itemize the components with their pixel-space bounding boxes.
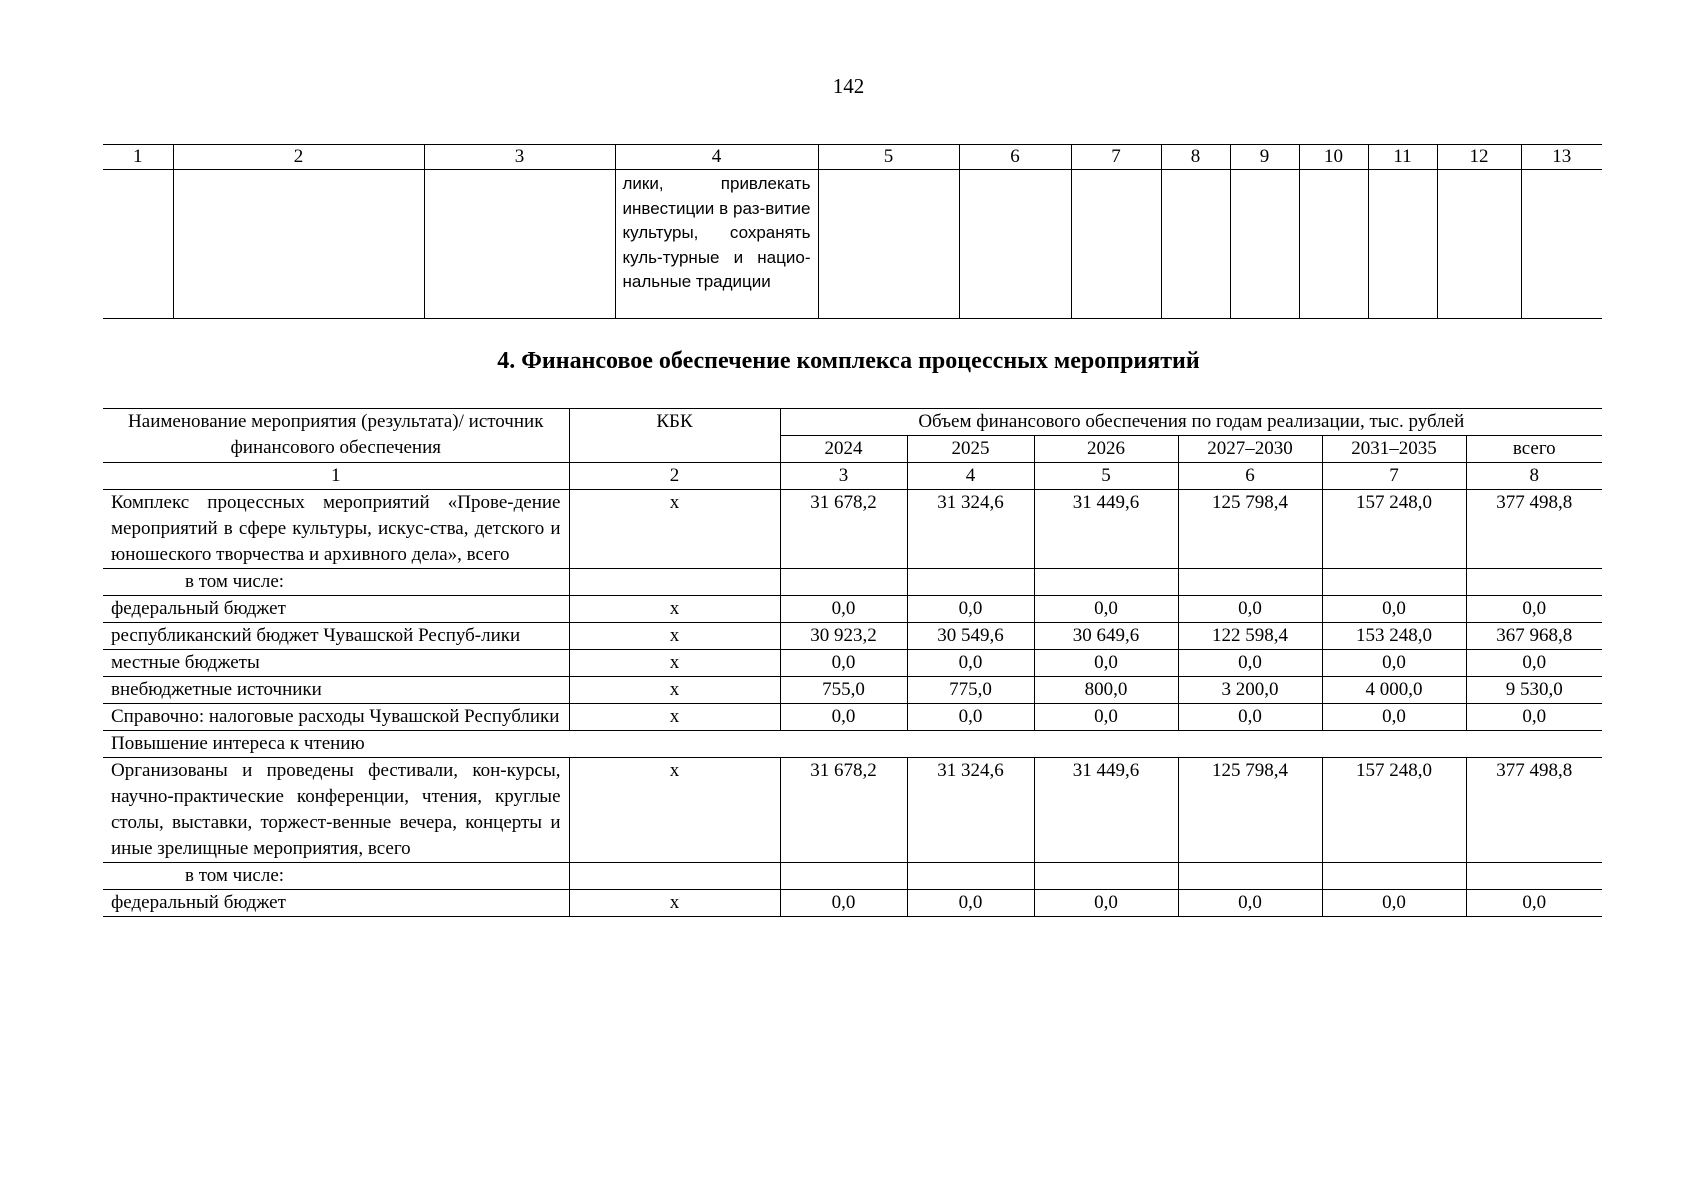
section-title: 4. Финансовое обеспечение комплекса процессных мероприятий — [497, 348, 1200, 374]
row-value: 755,0 — [780, 677, 907, 704]
column-number: 8 — [1466, 463, 1602, 490]
column-number: 3 — [424, 145, 615, 170]
row-value: 0,0 — [1466, 650, 1602, 677]
continuation-table — [103, 144, 1602, 319]
row-value: 0,0 — [1322, 890, 1466, 917]
finance-table — [103, 408, 1602, 917]
column-number: 5 — [1034, 463, 1178, 490]
row-value — [907, 569, 1034, 596]
row-value: 3 200,0 — [1178, 677, 1322, 704]
table-row — [103, 569, 1602, 596]
row-value: 0,0 — [780, 596, 907, 623]
row-kbk — [569, 569, 780, 596]
column-number: 2 — [569, 463, 780, 490]
column-number: 1 — [103, 463, 569, 490]
page-number: 142 — [832, 74, 865, 98]
row-value: 0,0 — [1034, 704, 1178, 731]
row-value: 153 248,0 — [1322, 623, 1466, 650]
row-value: 0,0 — [907, 704, 1034, 731]
row-value: 122 598,4 — [1178, 623, 1322, 650]
row-value: 0,0 — [1034, 890, 1178, 917]
row-value: 31 324,6 — [907, 490, 1034, 569]
row-value: 31 449,6 — [1034, 490, 1178, 569]
column-number: 3 — [780, 463, 907, 490]
row-name: республиканский бюджет Чувашской Респуб-лики — [103, 623, 569, 650]
row-value: 0,0 — [1466, 890, 1602, 917]
row-value: 0,0 — [1178, 596, 1322, 623]
row-value: 30 549,6 — [907, 623, 1034, 650]
column-number: 1 — [103, 145, 173, 170]
row-value: 0,0 — [780, 650, 907, 677]
table-row — [103, 596, 1602, 623]
row-value: 0,0 — [1322, 596, 1466, 623]
row-value: 9 530,0 — [1466, 677, 1602, 704]
row-value: 30 649,6 — [1034, 623, 1178, 650]
row-value: 31 324,6 — [907, 758, 1034, 863]
row-kbk: x — [569, 490, 780, 569]
row-value — [1322, 863, 1466, 890]
table-row — [103, 758, 1602, 863]
row-value — [780, 569, 907, 596]
row-name: Организованы и проведены фестивали, кон-курсы, научно-практические конференции, чтения, круглые столы, выставки, торжест-венные вечера, концерты и иные зрелищные мероприятия, всего — [103, 758, 569, 863]
row-value: 775,0 — [907, 677, 1034, 704]
table-row — [103, 623, 1602, 650]
row-value: 0,0 — [1178, 650, 1322, 677]
row-value: 377 498,8 — [1466, 758, 1602, 863]
row-value: 4 000,0 — [1322, 677, 1466, 704]
column-number: 10 — [1299, 145, 1368, 170]
row-value: 31 678,2 — [780, 490, 907, 569]
row-name: Справочно: налоговые расходы Чувашской Республики — [103, 704, 569, 731]
column-number: 6 — [959, 145, 1071, 170]
row-value: 0,0 — [780, 890, 907, 917]
row-value: 157 248,0 — [1322, 758, 1466, 863]
column-number: 4 — [615, 145, 818, 170]
column-number: 7 — [1322, 463, 1466, 490]
table-row — [103, 490, 1602, 569]
row-value — [1034, 569, 1178, 596]
row-value — [1178, 569, 1322, 596]
table-subheading-row — [103, 731, 1602, 758]
row-value: 30 923,2 — [780, 623, 907, 650]
row-kbk: x — [569, 650, 780, 677]
header-kbk: КБК — [569, 409, 780, 463]
header-year: 2026 — [1034, 436, 1178, 463]
row-kbk — [569, 863, 780, 890]
row-value — [907, 863, 1034, 890]
row-value: 0,0 — [907, 596, 1034, 623]
row-name: федеральный бюджет — [103, 890, 569, 917]
column-number: 12 — [1437, 145, 1521, 170]
row-value — [1034, 863, 1178, 890]
row-value: 0,0 — [1178, 890, 1322, 917]
column-number: 5 — [818, 145, 959, 170]
row-kbk: x — [569, 890, 780, 917]
row-kbk: x — [569, 677, 780, 704]
table-row — [103, 890, 1602, 917]
row-value: 0,0 — [1034, 596, 1178, 623]
table-row — [103, 170, 1602, 319]
row-value: 125 798,4 — [1178, 758, 1322, 863]
row-value: 157 248,0 — [1322, 490, 1466, 569]
column-number: 13 — [1521, 145, 1602, 170]
row-name: федеральный бюджет — [103, 596, 569, 623]
row-value: 0,0 — [1178, 704, 1322, 731]
row-value — [1466, 569, 1602, 596]
continued-cell-text: лики, привлекать инвестиции в раз-витие культуры, сохранять куль-турные и нацио-нальные традиции — [615, 170, 818, 319]
column-number: 9 — [1230, 145, 1299, 170]
column-number: 8 — [1161, 145, 1230, 170]
header-total: всего — [1466, 436, 1602, 463]
row-value: 377 498,8 — [1466, 490, 1602, 569]
header-name: Наименование мероприятия (результата)/ источник финансового обеспечения — [103, 409, 569, 463]
row-name: в том числе: — [103, 863, 569, 890]
row-subheading: Повышение интереса к чтению — [103, 731, 1602, 758]
row-value — [1322, 569, 1466, 596]
row-value: 0,0 — [780, 704, 907, 731]
table-row — [103, 704, 1602, 731]
row-value: 367 968,8 — [1466, 623, 1602, 650]
header-year: 2027–2030 — [1178, 436, 1322, 463]
row-value: 31 678,2 — [780, 758, 907, 863]
header-year: 2024 — [780, 436, 907, 463]
row-value: 0,0 — [1466, 704, 1602, 731]
row-value: 0,0 — [907, 890, 1034, 917]
column-number: 6 — [1178, 463, 1322, 490]
table-row — [103, 650, 1602, 677]
row-value: 0,0 — [1322, 650, 1466, 677]
row-value: 0,0 — [1034, 650, 1178, 677]
row-kbk: x — [569, 758, 780, 863]
column-number: 11 — [1368, 145, 1437, 170]
row-name: внебюджетные источники — [103, 677, 569, 704]
row-kbk: x — [569, 704, 780, 731]
header-volume: Объем финансового обеспечения по годам реализации, тыс. рублей — [780, 409, 1602, 436]
row-value: 0,0 — [1466, 596, 1602, 623]
row-value: 31 449,6 — [1034, 758, 1178, 863]
row-name: местные бюджеты — [103, 650, 569, 677]
header-row — [103, 409, 1602, 436]
row-name: в том числе: — [103, 569, 569, 596]
header-year: 2031–2035 — [1322, 436, 1466, 463]
row-value: 800,0 — [1034, 677, 1178, 704]
row-kbk: x — [569, 596, 780, 623]
table-row — [103, 677, 1602, 704]
row-value — [1178, 863, 1322, 890]
row-value — [780, 863, 907, 890]
column-number: 7 — [1071, 145, 1161, 170]
table-row — [103, 863, 1602, 890]
row-value: 0,0 — [907, 650, 1034, 677]
row-value — [1466, 863, 1602, 890]
header-year: 2025 — [907, 436, 1034, 463]
row-value: 0,0 — [1322, 704, 1466, 731]
row-name: Комплекс процессных мероприятий «Прове-дение мероприятий в сфере культуры, искус-ства, детского и юношеского творчества и архивного дела», всего — [103, 490, 569, 569]
column-number-row — [103, 463, 1602, 490]
column-number: 2 — [173, 145, 424, 170]
row-kbk: x — [569, 623, 780, 650]
column-number: 4 — [907, 463, 1034, 490]
row-value: 125 798,4 — [1178, 490, 1322, 569]
column-number-row — [103, 145, 1602, 170]
